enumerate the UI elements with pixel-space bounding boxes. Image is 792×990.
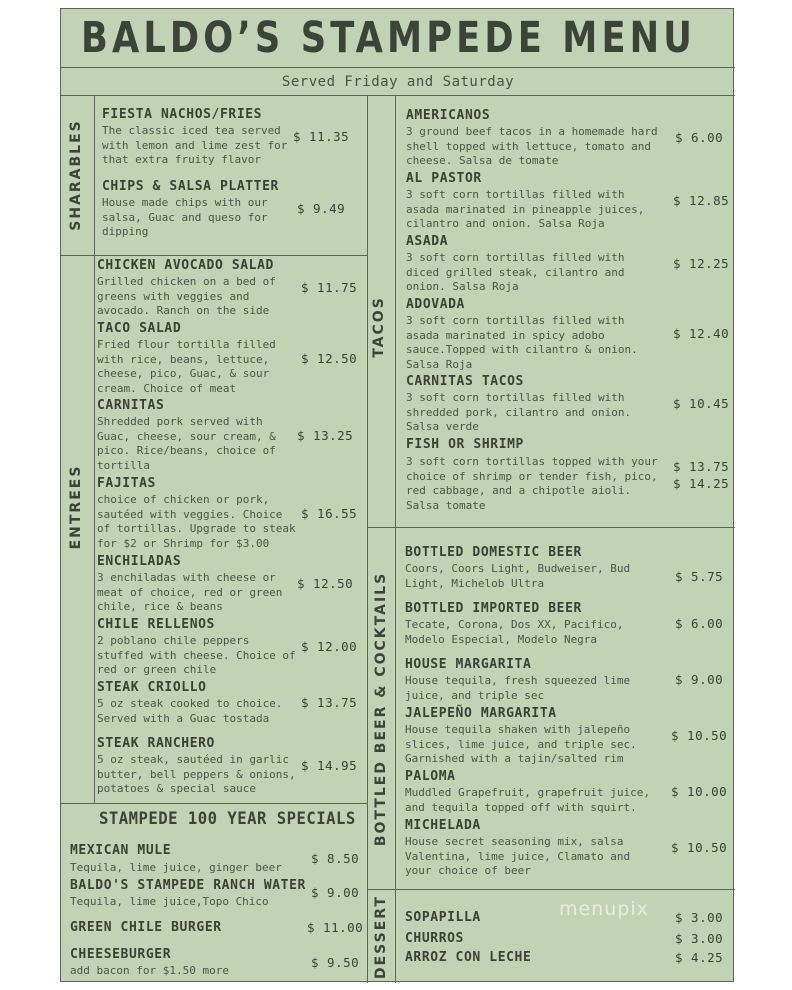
item-description: House tequila shaken with jalepeño slices, lime juice, and triple sec. Garnished with a tajin/salted rim bbox=[405, 723, 637, 765]
item-name: CHIPS & SALSA PLATTER bbox=[102, 179, 279, 194]
item-name: ENCHILADAS bbox=[97, 554, 182, 569]
item-description: 5 oz steak, sautéed in garlic butter, bell peppers & onions, potatoes & special sauce bbox=[97, 753, 296, 795]
item-description: 3 soft corn tortillas filled with shredded pork, cilantro and onion. Salsa verde bbox=[406, 391, 632, 433]
item-description: 3 soft corn tortillas topped with your choice of shrimp or tender fish, pico, red cabbage, and a chipotle aioli. Salsa tomate bbox=[406, 455, 658, 512]
item-description: 3 soft corn tortillas filled with diced grilled steak, cilantro and onion. Salsa Roja bbox=[406, 251, 625, 293]
item-name: CARNITAS TACOS bbox=[406, 374, 524, 389]
item-price: $ 13.75 bbox=[301, 695, 358, 710]
item-price: $ 12.50 bbox=[297, 576, 354, 591]
item-description: Tequila, lime juice,Topo Chico bbox=[70, 895, 269, 908]
section-label-dessert: DESSERT bbox=[373, 895, 389, 979]
divider bbox=[61, 255, 367, 256]
item-price: $ 3.00 bbox=[675, 931, 724, 946]
section-label-tacos: TACOS bbox=[371, 296, 387, 358]
item-description: Tequila, lime juice, ginger beer bbox=[70, 861, 282, 874]
item-price: $ 6.00 bbox=[675, 130, 724, 145]
item-price: $ 11.00 bbox=[307, 920, 364, 935]
item-price: $ 12.50 bbox=[301, 351, 358, 366]
divider bbox=[367, 527, 735, 528]
item-name: ARROZ CON LECHE bbox=[405, 950, 532, 965]
item-name: CHURROS bbox=[405, 931, 464, 946]
item-name: FISH OR SHRIMP bbox=[406, 437, 524, 452]
item-price: $ 9.00 bbox=[675, 672, 724, 687]
item-description: Muddled Grapefruit, grapefruit juice, and tequila topped off with squirt. bbox=[405, 786, 651, 814]
item-description: Coors, Coors Light, Budweiser, Bud Light, Michelob Ultra bbox=[405, 562, 631, 590]
item-name: JALEPEÑO MARGARITA bbox=[405, 706, 557, 721]
column-divider bbox=[367, 95, 368, 983]
item-name: CHEESEBURGER bbox=[70, 947, 172, 962]
item-name: AL PASTOR bbox=[406, 171, 482, 186]
divider bbox=[367, 889, 735, 890]
item-name: BALDO'S STAMPEDE RANCH WATER bbox=[70, 878, 306, 893]
item-description: add bacon for $1.50 more bbox=[70, 964, 229, 977]
menu-subtitle: Served Friday and Saturday bbox=[281, 74, 515, 90]
section-label-sharables: SHARABLES bbox=[68, 119, 84, 231]
item-description: 2 poblano chile peppers stuffed with cheese. Choice of red or green chile bbox=[97, 634, 296, 676]
section-label-entrees: ENTREES bbox=[68, 464, 84, 550]
item-price: $ 14.95 bbox=[301, 758, 358, 773]
item-name: PALOMA bbox=[405, 769, 456, 784]
item-description: 3 soft corn tortillas filled with asada marinated in pineapple juices, cilantro and onion. Salsa Roja bbox=[406, 188, 645, 230]
item-name: AMERICANOS bbox=[406, 108, 491, 123]
item-description: The classic iced tea served with lemon and lime zest for that extra fruity flavor bbox=[102, 124, 288, 166]
item-price: $ 12.00 bbox=[301, 639, 358, 654]
item-name: FAJITAS bbox=[97, 476, 156, 491]
watermark: menupix bbox=[559, 898, 649, 920]
item-description: House made chips with our salsa, Guac and queso for dipping bbox=[102, 196, 268, 238]
item-name: SOPAPILLA bbox=[405, 910, 481, 925]
divider bbox=[61, 67, 735, 68]
section-divider bbox=[395, 95, 396, 527]
item-name: BOTTLED IMPORTED BEER bbox=[405, 601, 582, 616]
item-price: $ 8.50 bbox=[311, 851, 360, 866]
item-name: ASADA bbox=[406, 234, 449, 249]
item-price: $ 9.50 bbox=[311, 955, 360, 970]
item-price: $ 6.00 bbox=[675, 616, 724, 631]
item-description: Shredded pork served with Guac, cheese, sour cream, & pico. Rice/beans, choice of tortilla bbox=[97, 415, 276, 472]
item-price: $ 9.49 bbox=[297, 201, 346, 216]
item-name: FIESTA NACHOS/FRIES bbox=[102, 107, 263, 122]
item-price: $ 10.50 bbox=[671, 840, 728, 855]
section-divider bbox=[94, 255, 95, 803]
item-price: $ 12.85 bbox=[673, 193, 730, 208]
item-price: $ 13.25 bbox=[297, 428, 354, 443]
item-price: $ 4.25 bbox=[675, 950, 724, 965]
item-name: STEAK CRIOLLO bbox=[97, 680, 207, 695]
menu-board bbox=[60, 8, 734, 982]
item-description: Grilled chicken on a bed of greens with veggies and avocado. Ranch on the side bbox=[97, 275, 276, 317]
item-name: GREEN CHILE BURGER bbox=[70, 920, 222, 935]
item-price: $ 10.50 bbox=[671, 728, 728, 743]
item-price: $ 5.75 bbox=[675, 569, 724, 584]
item-name: CARNITAS bbox=[97, 398, 165, 413]
section-divider bbox=[395, 527, 396, 889]
item-description: Tecate, Corona, Dos XX, Pacifico, Modelo Especial, Modelo Negra bbox=[405, 618, 624, 646]
item-name: STEAK RANCHERO bbox=[97, 736, 215, 751]
item-price: $ 11.35 bbox=[293, 129, 350, 144]
divider bbox=[61, 95, 735, 96]
item-description: 5 oz steak cooked to choice. Served with a Guac tostada bbox=[97, 697, 283, 725]
item-name: TACO SALAD bbox=[97, 321, 182, 336]
menu-title: BALDO’S STAMPEDE MENU bbox=[81, 13, 696, 63]
item-price: $ 11.75 bbox=[301, 280, 358, 295]
item-price: $ 10.00 bbox=[671, 784, 728, 799]
divider bbox=[61, 803, 367, 804]
item-name: HOUSE MARGARITA bbox=[405, 657, 532, 672]
item-description: choice of chicken or pork, sautéed with veggies. Choice of tortillas. Upgrade to steak for $2 or Shrimp for $3.00 bbox=[97, 493, 296, 550]
item-price: $ 9.00 bbox=[311, 885, 360, 900]
item-description: 3 ground beef tacos in a homemade hard shell topped with lettuce, tomato and cheese. Salsa de tomate bbox=[406, 125, 658, 167]
item-price: $ 13.75 bbox=[673, 459, 730, 474]
item-name: ADOVADA bbox=[406, 297, 465, 312]
item-description: House secret seasoning mix, salsa Valentina, lime juice, Clamato and your choice of beer bbox=[405, 835, 631, 877]
item-price: $ 12.25 bbox=[673, 256, 730, 271]
item-price: $ 16.55 bbox=[301, 506, 358, 521]
section-divider bbox=[94, 95, 95, 255]
item-price: $ 10.45 bbox=[673, 396, 730, 411]
item-name: MEXICAN MULE bbox=[70, 843, 172, 858]
item-price-alt: $ 14.25 bbox=[673, 476, 730, 491]
section-divider bbox=[395, 889, 396, 983]
section-label-drinks: BOTTLED BEER & COCKTAILS bbox=[373, 571, 389, 847]
item-name: CHICKEN AVOCADO SALAD bbox=[97, 258, 274, 273]
item-description: House tequila, fresh squeezed lime juice, and triple sec bbox=[405, 674, 631, 702]
item-price: $ 3.00 bbox=[675, 910, 724, 925]
item-description: Fried flour tortilla filled with rice, beans, lettuce, cheese, pico, Guac, & sour cream. Choice of meat bbox=[97, 338, 276, 395]
item-price: $ 12.40 bbox=[673, 326, 730, 341]
item-description: 3 enchiladas with cheese or meat of choice, red or green chile, rice & beans bbox=[97, 571, 283, 613]
item-name: MICHELADA bbox=[405, 818, 481, 833]
item-name: CHILE RELLENOS bbox=[97, 617, 215, 632]
specials-heading: STAMPEDE 100 YEAR SPECIALS bbox=[99, 809, 356, 829]
item-name: BOTTLED DOMESTIC BEER bbox=[405, 545, 582, 560]
item-description: 3 soft corn tortillas filled with asada marinated in spicy adobo sauce.Topped with cilantro & onion. Salsa Roja bbox=[406, 314, 638, 371]
